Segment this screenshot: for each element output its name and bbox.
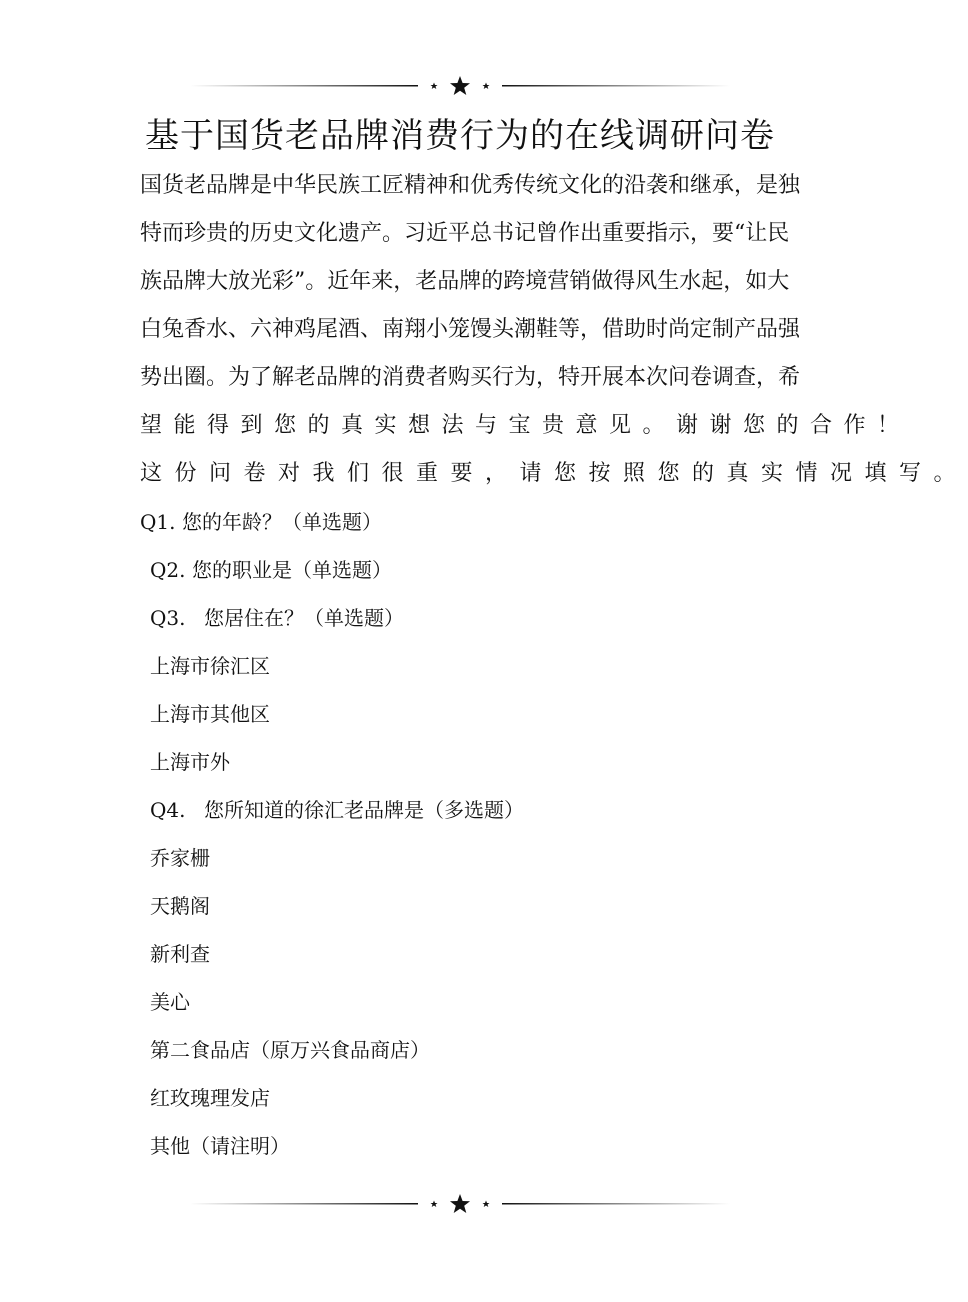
- intro-line: 特而珍贵的历史文化遗产。习近平总书记曾作出重要指示，要“让民: [140, 221, 790, 246]
- question-number: Q3.: [150, 606, 186, 630]
- question-text: 您所知道的徐汇老品牌是（多选题）: [204, 798, 524, 822]
- question-1: [140, 498, 800, 546]
- intro-paragraph: [140, 162, 968, 498]
- question-text: 您的职业是（单选题）: [192, 558, 392, 582]
- question-4: [140, 786, 800, 834]
- question-number: Q4.: [150, 798, 186, 822]
- question-text: 您居住在？（单选题）: [204, 606, 404, 630]
- option-item: 上海市其他区: [150, 702, 270, 726]
- option-item: 红玫瑰理发店: [150, 1086, 270, 1110]
- intro-line: 望能得到您的真实想法与宝贵意见。谢谢您的合作！: [140, 413, 911, 438]
- intro-line: 势出圈。为了解老品牌的消费者购买行为，特开展本次问卷调查，希: [140, 365, 801, 390]
- intro-line: 白兔香水、六神鸡尾酒、南翔小笼馒头潮鞋等，借助时尚定制产品强: [140, 317, 801, 342]
- bottom-ornament: [190, 1194, 730, 1214]
- option-item: 上海市徐汇区: [150, 654, 270, 678]
- option-item: 第二食品店（原万兴食品商店）: [150, 1038, 430, 1062]
- top-ornament: [190, 76, 730, 96]
- question-3: [140, 594, 800, 642]
- ornament-divider-icon: [190, 76, 730, 96]
- option-item: 美心: [150, 990, 190, 1014]
- question-text: 您的年龄？（单选题）: [182, 510, 382, 534]
- question-number: Q1.: [140, 510, 176, 534]
- intro-line: 族品牌大放光彩”。近年来，老品牌的跨境营销做得风生水起，如大: [140, 269, 790, 294]
- page-title: 基于国货老品牌消费行为的在线调研问卷: [145, 116, 775, 156]
- question-2: [140, 546, 800, 594]
- intro-line: 国货老品牌是中华民族工匠精神和优秀传统文化的沿袭和继承，是独: [140, 173, 801, 198]
- option-item: 新利查: [150, 942, 210, 966]
- intro-line: 这份问卷对我们很重要，请您按照您的真实情况填写。: [140, 461, 968, 486]
- option-item: 其他（请注明）: [150, 1134, 290, 1158]
- question-number: Q2.: [150, 558, 186, 582]
- ornament-divider-icon: [190, 1194, 730, 1214]
- option-item: 上海市外: [150, 750, 230, 774]
- option-item: 天鹅阁: [150, 894, 210, 918]
- option-item: 乔家栅: [150, 846, 210, 870]
- question-list: [140, 498, 800, 1170]
